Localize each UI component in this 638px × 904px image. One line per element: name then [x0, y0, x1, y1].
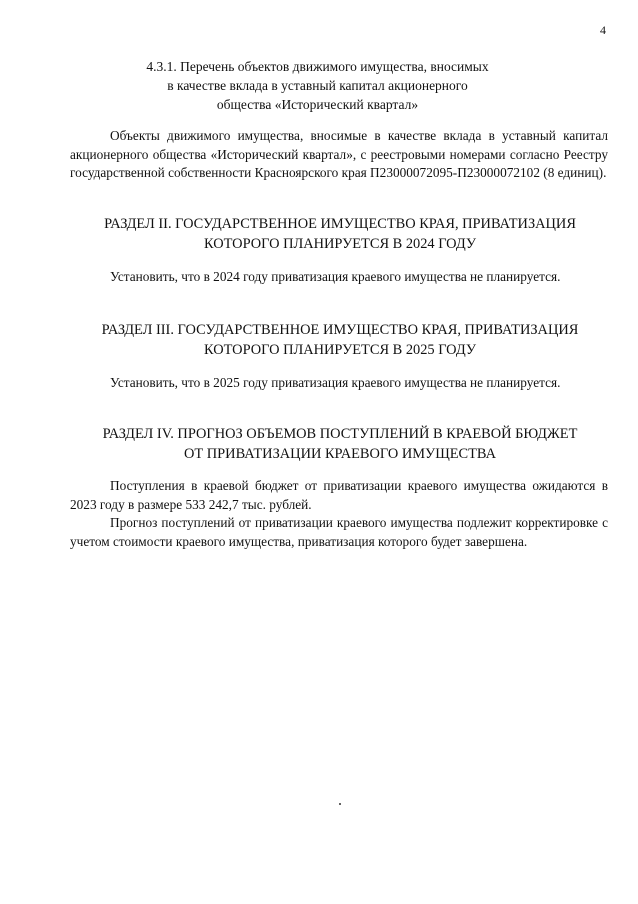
section-4-paragraph-1: Поступления в краевой бюджет от приватизации краевого имущества ожидаются в 2023 году в размере 533 242,7 тыс. рублей.: [70, 478, 608, 512]
intro-paragraph: Объекты движимого имущества, вносимые в качестве вклада в уставный капитал акционерного общества «Исторический квартал», с реестровыми номерами согласно Реестру государственной собственности Красноярского края П23000072095-П23000072102 (8 единиц).: [70, 128, 608, 180]
section-heading-line: КОТОРОГО ПЛАНИРУЕТСЯ В 2025 ГОДУ: [203, 342, 477, 358]
section-heading-line: РАЗДЕЛ IV. ПРОГНОЗ ОБЪЕМОВ ПОСТУПЛЕНИЙ В КРАЕВОЙ БЮДЖЕТ: [102, 426, 578, 442]
subheading: [70, 57, 565, 114]
section-heading-4: [60, 424, 620, 464]
subheading-line: в качестве вклада в уставный капитал акционерного: [167, 78, 468, 93]
section-heading-line: РАЗДЕЛ III. ГОСУДАРСТВЕННОЕ ИМУЩЕСТВО КРАЯ, ПРИВАТИЗАЦИЯ: [101, 322, 579, 338]
section-3-paragraph: Установить, что в 2025 году приватизация краевого имущества не планируется.: [110, 375, 561, 390]
section-heading-2: [60, 214, 620, 254]
section-heading-line: ОТ ПРИВАТИЗАЦИИ КРАЕВОГО ИМУЩЕСТВА: [184, 446, 496, 462]
subheading-line: общества «Исторический квартал»: [216, 97, 419, 112]
section-heading-3: [60, 320, 620, 360]
section-heading-line: КОТОРОГО ПЛАНИРУЕТСЯ В 2024 ГОДУ: [203, 236, 477, 252]
scan-dot: [339, 803, 341, 805]
subheading-line: 4.3.1. Перечень объектов движимого имущества, вносимых: [146, 59, 489, 74]
section-2-paragraph: Установить, что в 2024 году приватизация краевого имущества не планируется.: [110, 269, 561, 284]
section-4-paragraph-2: Прогноз поступлений от приватизации краевого имущества подлежит корректировке с учетом стоимости краевого имущества, приватизация которого будет завершена.: [70, 515, 608, 549]
page-number: 4: [600, 23, 606, 37]
section-heading-line: РАЗДЕЛ II. ГОСУДАРСТВЕННОЕ ИМУЩЕСТВО КРАЯ, ПРИВАТИЗАЦИЯ: [104, 216, 576, 232]
